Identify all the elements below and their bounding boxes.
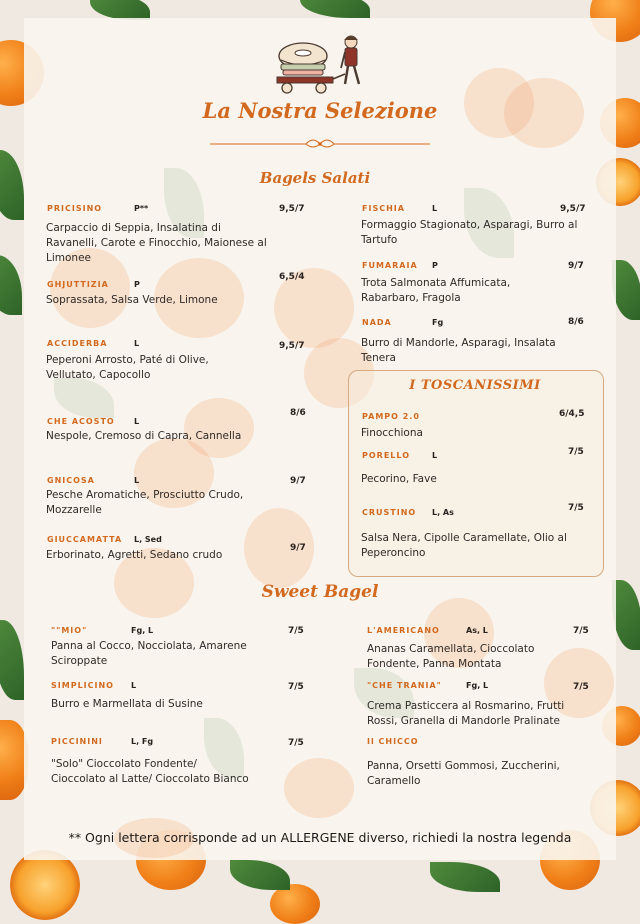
item-description: "Solo" Cioccolato Fondente/ Cioccolato al Latte/ Cioccolato Bianco [51, 758, 249, 785]
item-allergen: Fg, L [131, 626, 154, 635]
item-description: Formaggio Stagionato, Asparagi, Burro al Tartufo [361, 219, 578, 246]
allergen-footnote: ** Ogni lettera corrisponde ad un ALLERGENE diverso, richiedi la nostra legenda [68, 830, 572, 845]
item-name: SIMPLICINO [51, 681, 114, 690]
item-price: 7/5 [568, 447, 584, 457]
item-allergen: L, As [432, 508, 454, 517]
item-price: 7/5 [288, 738, 304, 748]
item-name: GNICOSA [47, 476, 95, 485]
item-description: Burro e Marmellata di Susine [51, 698, 203, 710]
item-allergen: L, Fg [131, 737, 154, 746]
item-description: Burro di Mandorle, Asparagi, Insalata Tenera [361, 337, 556, 364]
item-name: PORELLO [362, 451, 410, 460]
item-name: "CHE TRANIA" [367, 681, 442, 690]
item-description: Trota Salmonata Affumicata, Rabarbaro, Fragola [361, 277, 511, 304]
item-allergen: P [432, 261, 438, 270]
item-allergen: As, L [466, 626, 488, 635]
item-allergen: Fg [432, 318, 444, 327]
item-allergen: L [432, 204, 438, 213]
item-description: Ananas Caramellata, Cioccolato Fondente, Panna Montata [367, 643, 535, 670]
leaf-decoration [300, 0, 370, 18]
item-price: 8/6 [290, 408, 306, 418]
leaf-decoration [0, 255, 22, 315]
item-price: 8/6 [568, 317, 584, 327]
title-ornament-divider [210, 134, 430, 152]
item-name: PICCININI [51, 737, 103, 746]
item-price: 7/5 [573, 682, 589, 692]
item-price: 9/7 [290, 543, 306, 553]
item-allergen: L [131, 681, 137, 690]
item-allergen: L [432, 451, 438, 460]
item-price: 9,5/7 [279, 204, 305, 214]
item-price: 7/5 [573, 626, 589, 636]
item-name: ACCIDERBA [47, 339, 108, 348]
item-name: Il CHICCO [367, 737, 419, 746]
leaf-decoration [0, 620, 24, 700]
leaf-decoration [230, 860, 290, 890]
item-description: Crema Pasticcera al Rosmarino, Frutti Rossi, Granella di Mandorle Pralinate [367, 700, 565, 727]
item-name: FUMARAIA [362, 261, 418, 270]
item-allergen: Fg, L [466, 681, 489, 690]
item-price: 7/5 [288, 626, 304, 636]
item-name: GIUCCAMATTA [47, 535, 123, 544]
item-price: 6/4,5 [559, 409, 585, 419]
item-description: Pecorino, Fave [361, 473, 437, 485]
item-name: PRICISINO [47, 204, 103, 213]
orange-decoration [270, 884, 320, 924]
item-name: CHE ACOSTO [47, 417, 115, 426]
item-name: GHJUTTIZIA [47, 280, 109, 289]
item-price: 7/5 [568, 503, 584, 513]
item-description: Panna al Cocco, Nocciolata, Amarene Sciroppate [51, 640, 247, 667]
leaf-decoration [90, 0, 150, 20]
item-name: FISCHIA [362, 204, 405, 213]
item-price: 9,5/7 [560, 204, 586, 214]
item-price: 7/5 [288, 682, 304, 692]
section-title-sweet-bagel: Sweet Bagel [261, 582, 379, 602]
item-price: 9/7 [290, 476, 306, 486]
item-name: NADA [362, 318, 392, 327]
item-description: Pesche Aromatiche, Prosciutto Crudo, Mozzarelle [46, 489, 244, 516]
item-description: Soprassata, Salsa Verde, Limone [46, 294, 218, 306]
item-name: CRUSTINO [362, 508, 417, 517]
bagel-cart-boy-logo [275, 34, 371, 96]
leaf-decoration [612, 260, 640, 320]
item-description: Carpaccio di Seppia, Insalatina di Ravanelli, Carote e Finocchio, Maionese al Limonee [46, 222, 267, 264]
item-description: Panna, Orsetti Gommosi, Zuccherini, Caramello [367, 760, 560, 787]
section-title-toscanissimi: I TOSCANISSIMI [409, 378, 541, 393]
item-description: Salsa Nera, Cipolle Caramellate, Olio al Peperoncino [361, 532, 567, 559]
item-allergen: L, Sed [134, 535, 162, 544]
leaf-decoration [430, 862, 500, 892]
item-allergen: P** [134, 204, 149, 213]
item-name: ""MIO" [51, 626, 88, 635]
item-allergen: L [134, 339, 140, 348]
item-price: 9,5/7 [279, 341, 305, 351]
item-allergen: L [134, 417, 140, 426]
orange-slice-decoration [10, 850, 80, 920]
item-description: Peperoni Arrosto, Paté di Olive, Vellutato, Capocollo [46, 354, 209, 381]
item-price: 6,5/4 [279, 272, 305, 282]
menu-title: La Nostra Selezione [202, 98, 438, 123]
item-price: 9/7 [568, 261, 584, 271]
item-allergen: P [134, 280, 140, 289]
item-name: L'AMERICANO [367, 626, 440, 635]
item-description: Erborinato, Agretti, Sedano crudo [46, 549, 223, 561]
item-description: Finocchiona [361, 427, 423, 439]
item-name: PAMPO 2.0 [362, 412, 420, 421]
item-allergen: L [134, 476, 140, 485]
section-title-bagels-salati: Bagels Salati [259, 169, 371, 187]
item-description: Nespole, Cremoso di Capra, Cannella [46, 430, 242, 442]
